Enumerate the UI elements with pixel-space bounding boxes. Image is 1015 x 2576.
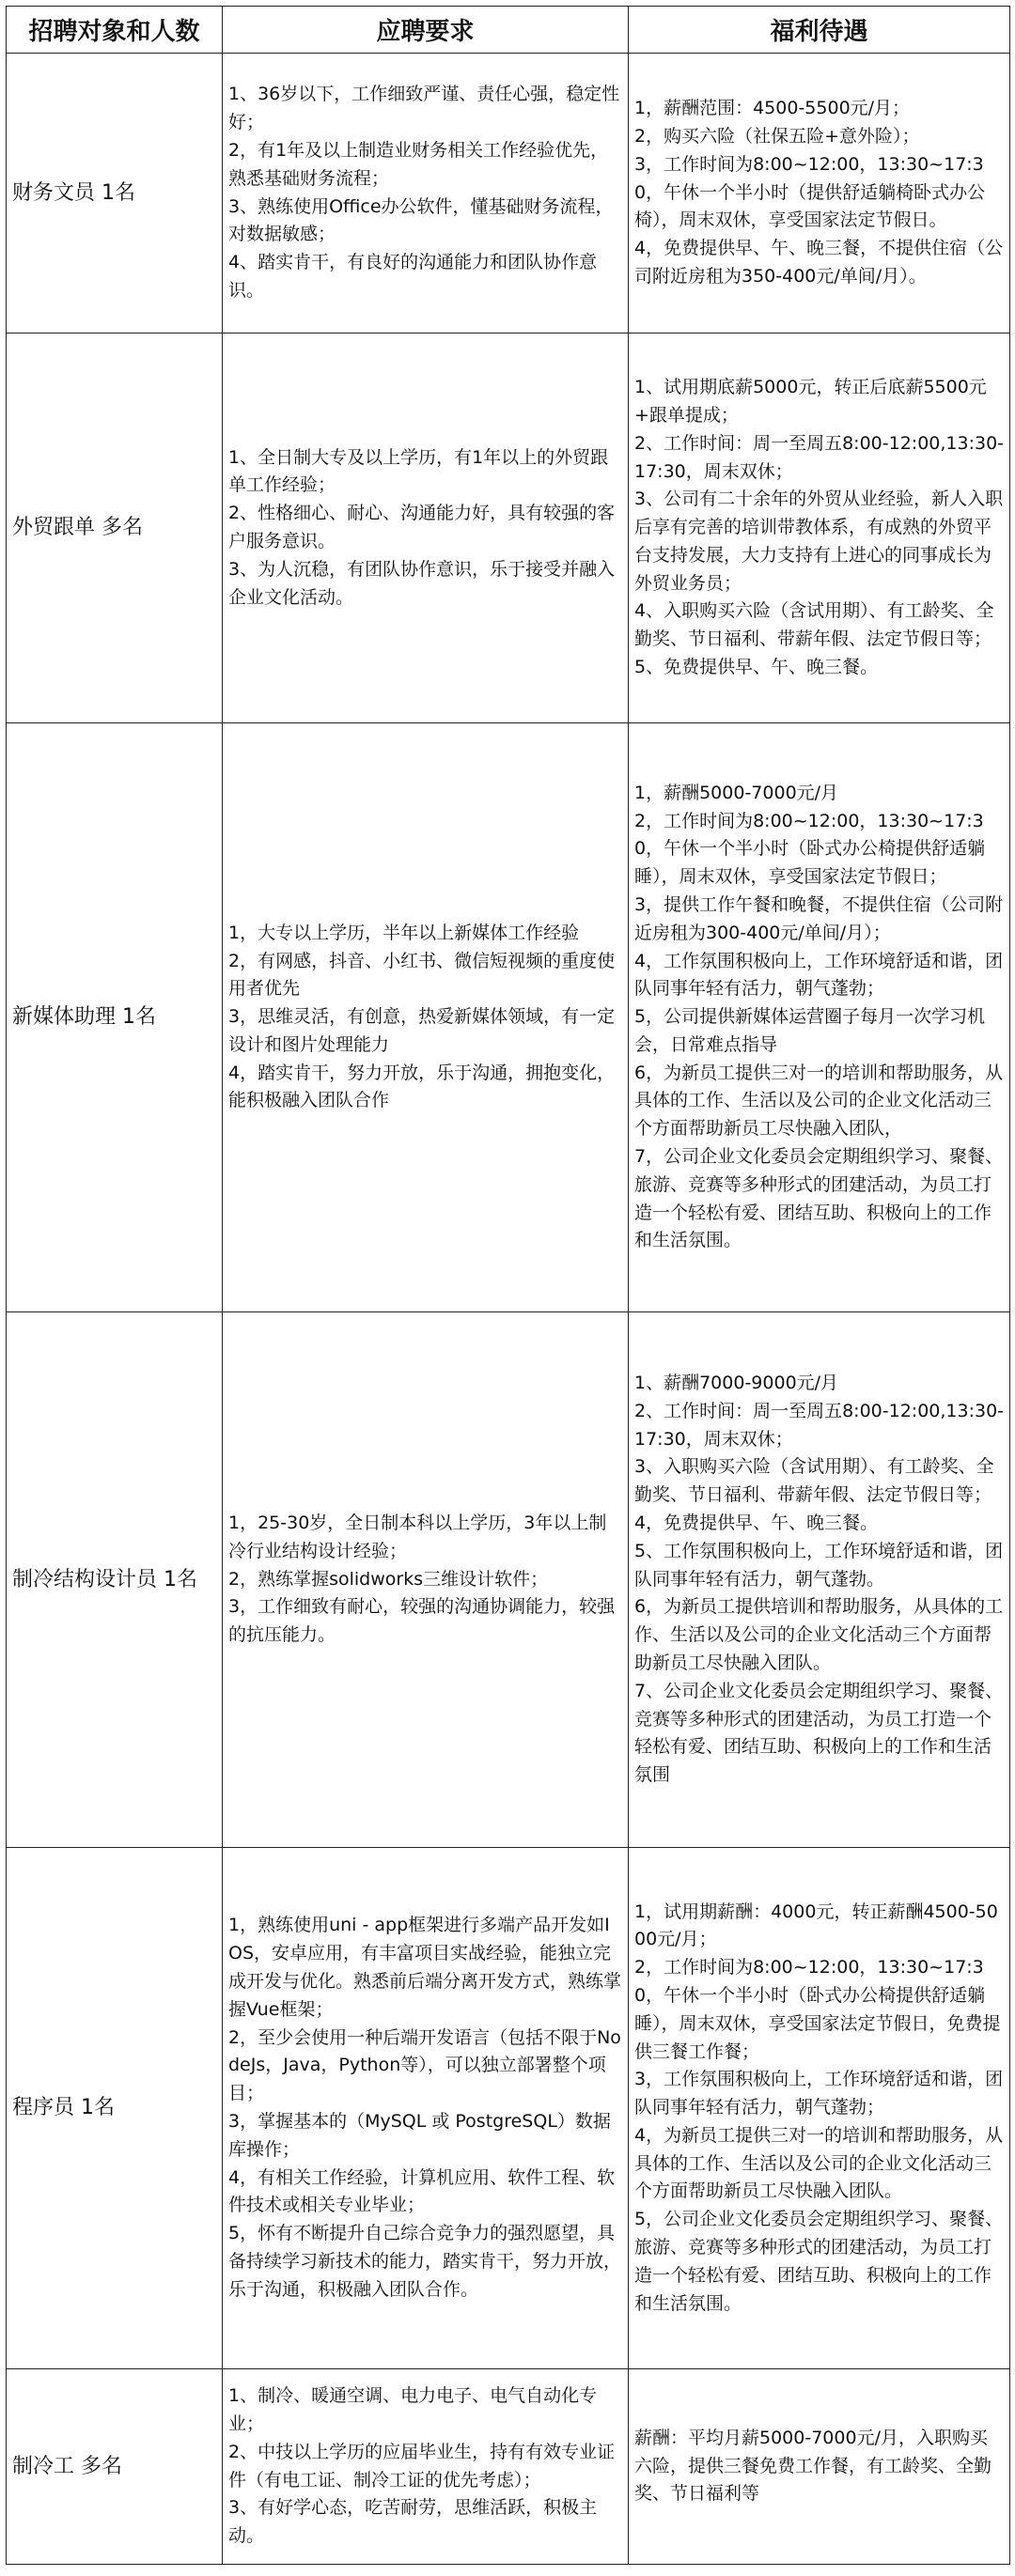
requirement-item: 1、36岁以下，工作细致严谨、责任心强，稳定性好； [228, 84, 620, 133]
table-row [7, 54, 1010, 334]
requirement-item: 3、有好学心态，吃苦耐劳，思维活跃，积极主动。 [228, 2497, 598, 2547]
requirement-item: 1、制冷、暖通空调、电力电子、电气自动化专业； [228, 2385, 598, 2434]
benefit-item: 5、免费提供早、午、晚三餐。 [634, 657, 879, 678]
benefit-item: 2，工作时间为8:00~12:00，13:30~17:30，午休一个半小时（卧式办公椅提供舒适躺睡），周末双休，享受国家法定节假日，免费提供三餐工作餐； [634, 1957, 1001, 2062]
benefit-item: 3，提供工作午餐和晚餐，不提供住宿（公司附近房租为300-400元/单间/月）； [634, 893, 1004, 943]
benefit-item: 4，免费提供早、午、晚三餐，不提供住宿（公司附近房租为350-400元/单间/月）。 [634, 238, 1004, 287]
benefit-item: 1，薪酬5000-7000元/月 [634, 782, 839, 803]
position-cell: 程序员 1名 [7, 1848, 223, 2369]
benefit-item: 3、公司有二十余年的外贸从业经验，新人入职后享有完善的培训带教体系，有成熟的外贸平台支持发展，大力支持有上进心的同事成长为外贸业务员； [634, 489, 1004, 594]
requirements-cell [223, 723, 629, 1312]
benefits-cell [629, 723, 1010, 1312]
requirement-item: 3，思维灵活，有创意，热爱新媒体领域，有一定设计和图片处理能力 [228, 1006, 616, 1055]
header-position: 招聘对象和人数 [7, 7, 223, 54]
requirement-item: 2、性格细心、耐心、沟通能力好，具有较强的客户服务意识。 [228, 503, 616, 551]
table-body [7, 54, 1010, 2565]
recruitment-table [6, 6, 1010, 2565]
requirement-item: 1、全日制大专及以上学历，有1年以上的外贸跟单工作经验； [228, 446, 609, 496]
requirement-item: 2，有1年及以上制造业财务相关工作经验优先，熟悉基础财务流程； [228, 139, 609, 189]
position-cell: 制冷工 多名 [7, 2369, 223, 2565]
benefit-item: 7，公司企业文化委员会定期组织学习、聚餐、旅游、竞赛等多种形式的团建活动，为员工打造一个轻松有爱、团结互助、积极向上的工作和生活氛围。 [634, 1146, 1004, 1251]
benefit-item: 5、工作氛围积极向上，工作环境舒适和谐，团队同事年轻有活力，朝气蓬勃。 [634, 1540, 1004, 1590]
benefit-item: 1，薪酬范围：4500-5500元/月； [634, 98, 911, 119]
requirements-cell [223, 2369, 629, 2565]
requirement-item: 4，有相关工作经验，计算机应用、软件工程、软件技术或相关专业毕业； [228, 2166, 616, 2216]
table-row [7, 1312, 1010, 1848]
benefits-cell [629, 54, 1010, 334]
table-row [7, 334, 1010, 723]
table-row [7, 723, 1010, 1312]
benefit-item: 3，工作时间为8:00~12:00，13:30~17:30，午休一个半小时（提供舒适躺椅卧式办公椅），周末双休，享受国家法定节假日。 [634, 153, 986, 231]
benefit-item: 3、入职购买六险（含试用期）、有工龄奖、全勤奖、节日福利、带薪年假、法定节假日等； [634, 1456, 994, 1506]
benefits-cell [629, 1848, 1010, 2369]
requirement-item: 2，至少会使用一种后端开发语言（包括不限于NodeJs，Java，Python等），可以独立部署整个项目； [228, 2026, 621, 2104]
requirement-item: 3，工作细致有耐心，较强的沟通协调能力，较强的抗压能力。 [228, 1596, 616, 1646]
requirement-item: 1，大专以上学历，半年以上新媒体工作经验 [228, 922, 580, 943]
benefit-item: 6，为新员工提供培训和帮助服务，从具体的工作、生活以及公司的企业文化活动三个方面帮助新员工尽快融入团队。 [634, 1596, 1004, 1673]
benefits-cell [629, 334, 1010, 723]
benefit-item: 1、试用期底薪5000元，转正后底薪5500元+跟单提成； [634, 377, 987, 426]
requirement-item: 1，25-30岁，全日制本科以上学历，3年以上制冷行业结构设计经验； [228, 1513, 607, 1561]
table-row [7, 1848, 1010, 2369]
requirement-item: 4，踏实肯干，努力开放，乐于沟通，拥抱变化，能积极融入团队合作 [228, 1062, 616, 1111]
benefit-item: 2、工作时间：周一至周五8:00-12:00,13:30-17:30，周末双休； [634, 432, 1005, 482]
requirement-item: 4、踏实肯干，有良好的沟通能力和团队协作意识。 [228, 252, 598, 301]
position-cell: 财务文员 1名 [7, 54, 223, 334]
requirement-item: 3、为人沉稳，有团队协作意识，乐于接受并融入企业文化活动。 [228, 558, 616, 608]
header-row [7, 7, 1010, 54]
table-row [7, 2369, 1010, 2565]
benefit-item: 薪酬：平均月薪5000-7000元/月，入职购买六险，提供三餐免费工作餐，有工龄奖、全勤奖、节日福利等 [634, 2427, 992, 2505]
requirements-cell [223, 1312, 629, 1848]
requirement-item: 2，有网感，抖音、小红书、微信短视频的重度使用者优先 [228, 950, 616, 1000]
requirement-item: 2、中技以上学历的应届毕业生，持有有效专业证件（有电工证、制冷工证的优先考虑）； [228, 2441, 616, 2491]
benefit-item: 2，工作时间为8:00~12:00，13:30~17:30，午休一个半小时（卧式办公椅提供舒适躺睡），周末双休，享受国家法定节假日； [634, 810, 986, 888]
requirement-item: 3、熟练使用Office办公软件，懂基础财务流程，对数据敏感； [228, 195, 614, 245]
requirement-item: 2，熟练掌握solidworks三维设计软件； [228, 1568, 549, 1590]
requirements-cell [223, 1848, 629, 2369]
position-cell: 制冷结构设计员 1名 [7, 1312, 223, 1848]
benefit-item: 4，免费提供早、午、晚三餐。 [634, 1513, 879, 1533]
benefit-item: 4，工作氛围积极向上，工作环境舒适和谐，团队同事年轻有活力，朝气蓬勃； [634, 950, 1004, 1000]
header-requirements: 应聘要求 [223, 7, 629, 54]
benefit-item: 3，工作氛围积极向上，工作环境舒适和谐，团队同事年轻有活力，朝气蓬勃； [634, 2069, 1004, 2118]
benefits-cell [629, 1312, 1010, 1848]
benefit-item: 2，购买六险（社保五险+意外险）； [634, 126, 920, 147]
requirement-item: 1，熟练使用uni - app框架进行多端产品开发如IOS，安卓应用，有丰富项目实战经验，能独立完成开发与优化。熟悉前后端分离开发方式，熟练掌握Vue框架； [228, 1915, 622, 2020]
requirements-cell [223, 334, 629, 723]
benefit-item: 5，公司企业文化委员会定期组织学习、聚餐、旅游、竞赛等多种形式的团建活动，为员工打造一个轻松有爱、团结互助、积极向上的工作和生活氛围。 [634, 2209, 1004, 2314]
header-benefits: 福利待遇 [629, 7, 1010, 54]
benefits-cell [629, 2369, 1010, 2565]
benefit-item: 5，公司提供新媒体运营圈子每月一次学习机会，日常难点指导 [634, 1006, 986, 1055]
position-cell: 新媒体助理 1名 [7, 723, 223, 1312]
benefit-item: 7、公司企业文化委员会定期组织学习、聚餐、竞赛等多种形式的团建活动，为员工打造一个轻松有爱、团结互助、积极向上的工作和生活氛围 [634, 1680, 1004, 1786]
benefit-item: 1、薪酬7000-9000元/月 [634, 1373, 839, 1394]
requirement-item: 5，怀有不断提升自己综合竞争力的强烈愿望，具备持续学习新技术的能力，踏实肯干，努力开放，乐于沟通，积极融入团队合作。 [228, 2223, 622, 2300]
requirements-cell [223, 54, 629, 334]
position-cell: 外贸跟单 多名 [7, 334, 223, 723]
benefit-item: 6，为新员工提供三对一的培训和帮助服务，从具体的工作、生活以及公司的企业文化活动三个方面帮助新员工尽快融入团队， [634, 1062, 1004, 1140]
benefit-item: 4、入职购买六险（含试用期）、有工龄奖、全勤奖、节日福利、带薪年假、法定节假日等； [634, 600, 994, 650]
benefit-item: 1，试用期薪酬：4000元，转正薪酬4500-5000元/月； [634, 1901, 998, 1950]
benefit-item: 2、工作时间：周一至周五8:00-12:00,13:30-17:30，周末双休； [634, 1400, 1005, 1450]
benefit-item: 4，为新员工提供三对一的培训和帮助服务，从具体的工作、生活以及公司的企业文化活动三个方面帮助新员工尽快融入团队。 [634, 2124, 1004, 2202]
requirement-item: 3，掌握基本的（MySQL 或 PostgreSQL）数据库操作； [228, 2111, 611, 2160]
